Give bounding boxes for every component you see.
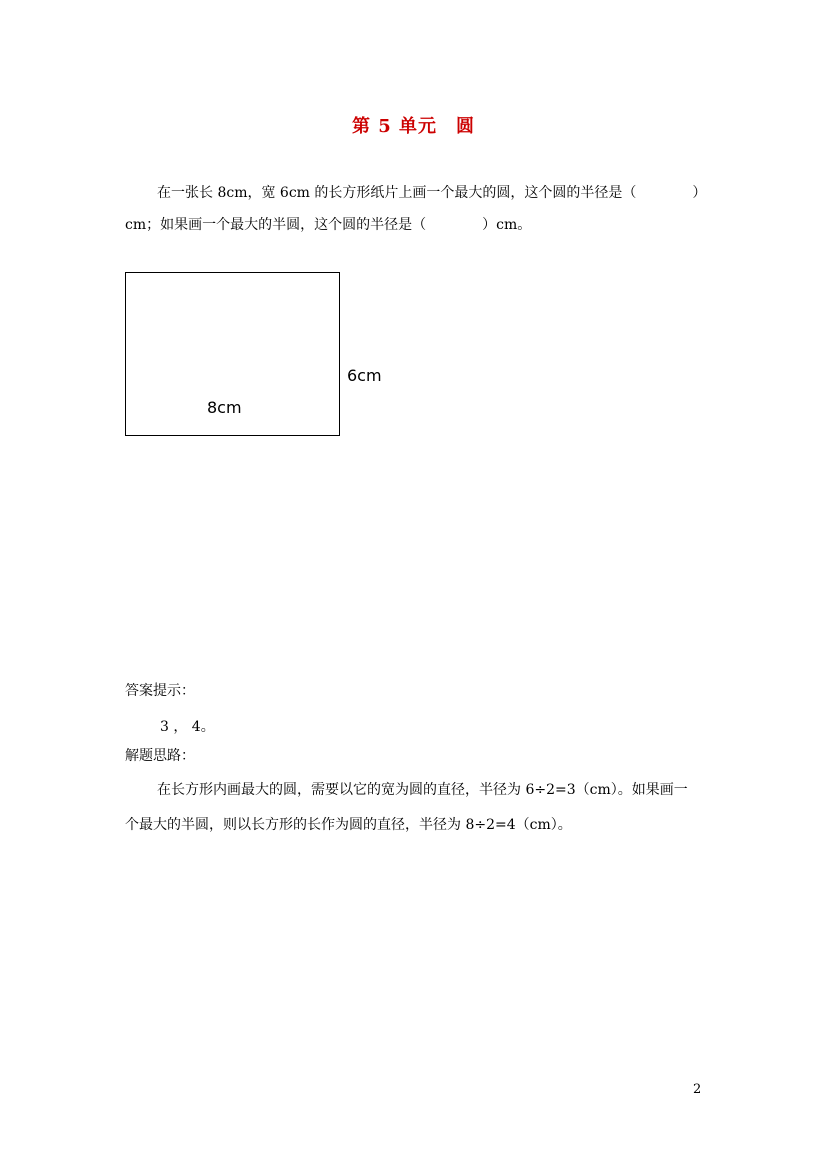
- solution-heading: 解题思路：: [125, 748, 195, 764]
- page-number: 2: [693, 1082, 702, 1097]
- rectangle-height-label: 6cm: [347, 366, 382, 385]
- answer-text: 3 ， 4。: [160, 719, 215, 735]
- page-title: 第 5 单元 圆: [351, 116, 476, 137]
- solution-line-1: 在长方形内画最大的圆，需要以它的宽为圆的直径，半径为 6÷2=3（cm）。如果画一: [157, 782, 688, 798]
- question-line-2: cm；如果画一个最大的半圆，这个圆的半径是（ ）cm。: [125, 217, 532, 233]
- answer-heading: 答案提示：: [125, 683, 195, 699]
- question-line-1: 在一张长 8cm，宽 6cm 的长方形纸片上画一个最大的圆，这个圆的半径是（ ）: [157, 185, 707, 201]
- solution-line-2: 个最大的半圆，则以长方形的长作为圆的直径，半径为 8÷2=4（cm）。: [125, 817, 572, 833]
- rectangle-width-label: 8cm: [207, 398, 242, 417]
